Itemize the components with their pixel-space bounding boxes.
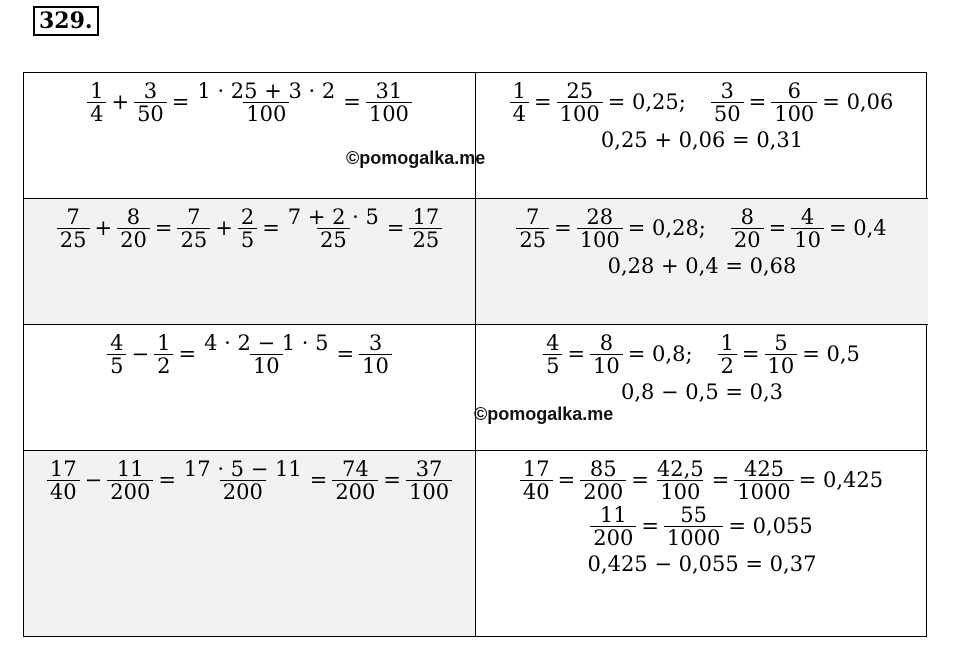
fraction (406, 458, 452, 503)
fraction (366, 80, 412, 125)
denominator: 200 (107, 480, 153, 503)
operator: = (343, 90, 361, 114)
fraction (47, 458, 80, 503)
cell-row2-right (476, 199, 928, 325)
cell-row4-right (476, 451, 928, 636)
denominator: 50 (134, 102, 167, 125)
denominator: 20 (117, 228, 150, 251)
numerator: 3 (368, 330, 383, 355)
operator: = (534, 90, 552, 114)
denominator: 100 (557, 102, 603, 125)
numerator: 4 · 2 − 1 · 5 (204, 330, 329, 355)
fraction (711, 80, 744, 125)
fraction (107, 332, 126, 377)
denominator: 25 (409, 228, 442, 251)
fraction (520, 458, 553, 503)
operator: = 0,4 (828, 216, 887, 240)
denominator: 40 (47, 480, 80, 503)
denominator: 1000 (664, 526, 723, 549)
fraction (181, 458, 305, 503)
formula-text: 0,8 − 0,5 = 0,3 (620, 380, 784, 404)
numerator: 74 (341, 456, 369, 481)
formula-text: 0,28 + 0,4 = 0,68 (607, 254, 797, 278)
fraction (177, 206, 210, 251)
fraction (718, 332, 737, 377)
fraction (580, 458, 626, 503)
numerator: 17 (412, 204, 440, 229)
operator: = (741, 342, 760, 366)
denominator: 2 (154, 354, 173, 377)
fraction (557, 80, 603, 125)
denominator: 10 (250, 354, 283, 377)
fraction (516, 206, 549, 251)
numerator: 3 (143, 78, 158, 103)
numerator: 1 (512, 78, 527, 103)
formula-line (588, 551, 817, 577)
formula-line (601, 127, 803, 153)
denominator: 10 (590, 354, 623, 377)
numerator: 1 (90, 78, 104, 103)
denominator: 100 (406, 480, 452, 503)
formula-line (45, 457, 454, 503)
fraction (107, 458, 153, 503)
numerator: 55 (680, 502, 708, 527)
operator: = 0,28; (627, 216, 706, 240)
fraction (664, 504, 723, 549)
numerator: 17 · 5 − 11 (183, 456, 302, 481)
denominator: 1000 (734, 480, 793, 503)
operator: − (84, 468, 103, 492)
operator: = (554, 216, 572, 240)
fraction (654, 458, 707, 503)
denominator: 100 (657, 480, 703, 503)
denominator: 100 (366, 102, 412, 125)
operator: + (215, 216, 233, 240)
numerator: 4 (110, 330, 124, 355)
formula-line (508, 79, 897, 125)
fraction (731, 206, 764, 251)
formula-line (85, 79, 414, 125)
operator: = (383, 468, 402, 492)
numerator: 1 (720, 330, 734, 355)
operator: = 0,25; (607, 90, 686, 114)
fraction (57, 206, 90, 251)
numerator: 8 (126, 204, 141, 229)
numerator: 11 (116, 456, 144, 481)
denominator: 100 (243, 102, 289, 125)
task-number: 329. (33, 6, 99, 36)
fraction (201, 332, 331, 377)
denominator: 100 (577, 228, 623, 251)
fraction (791, 206, 824, 251)
operator: = 0,055 (728, 514, 813, 538)
operator: + (111, 90, 130, 114)
formula-line (105, 331, 394, 377)
denominator: 25 (317, 228, 350, 251)
denominator: 4 (510, 102, 529, 125)
denominator: 5 (107, 354, 126, 377)
operator: = (631, 468, 649, 492)
fraction (194, 80, 338, 125)
denominator: 50 (711, 102, 744, 125)
denominator: 25 (516, 228, 549, 251)
operator: = (711, 468, 730, 492)
operator: = 0,06 (822, 90, 894, 114)
numerator: 4 (800, 204, 815, 229)
numerator: 85 (589, 456, 617, 481)
numerator: 11 (599, 502, 627, 527)
denominator: 5 (238, 228, 257, 251)
numerator: 425 (743, 456, 785, 481)
denominator: 10 (359, 354, 392, 377)
numerator: 4 (546, 330, 560, 355)
fraction (359, 332, 392, 377)
denominator: 200 (590, 526, 636, 549)
fraction (765, 332, 798, 377)
denominator: 100 (771, 102, 817, 125)
operator: = (557, 468, 576, 492)
numerator: 8 (740, 204, 754, 229)
cell-row3-right (476, 325, 928, 451)
denominator: 40 (520, 480, 553, 503)
denominator: 200 (580, 480, 626, 503)
numerator: 7 (526, 204, 540, 229)
operator: = (768, 216, 787, 240)
fraction (510, 80, 529, 125)
cell-row4-left (24, 451, 476, 636)
operator: = 0,5 (802, 342, 860, 366)
formula-text: 0,425 − 0,055 = 0,37 (587, 552, 817, 576)
numerator: 17 (49, 456, 77, 481)
numerator: 6 (787, 78, 801, 103)
formula-line (514, 205, 889, 251)
operator: = (154, 216, 173, 240)
denominator: 200 (220, 480, 266, 503)
fraction (87, 80, 106, 125)
operator: = (336, 342, 355, 366)
fraction (543, 332, 562, 377)
fraction (734, 458, 793, 503)
operator: − (131, 342, 150, 366)
operator: = (567, 342, 586, 366)
operator: = (262, 216, 280, 240)
operator: + (94, 216, 113, 240)
fraction (238, 206, 257, 251)
denominator: 5 (543, 354, 562, 377)
fraction (117, 206, 150, 251)
numerator: 37 (415, 456, 443, 481)
numerator: 2 (240, 204, 255, 229)
watermark: ©pomogalka.me (474, 404, 614, 424)
fraction (771, 80, 817, 125)
denominator: 10 (791, 228, 824, 251)
formula-line (55, 205, 444, 251)
cell-row2-left (24, 199, 476, 325)
cell-row3-left (24, 325, 476, 451)
denominator: 4 (87, 102, 106, 125)
denominator: 25 (57, 228, 90, 251)
numerator: 3 (720, 78, 734, 103)
formula-line (518, 457, 886, 503)
denominator: 20 (731, 228, 764, 251)
fraction (134, 80, 167, 125)
numerator: 8 (599, 330, 614, 355)
numerator: 7 (187, 204, 201, 229)
fraction (577, 206, 623, 251)
formula-line (588, 503, 816, 549)
operator: = (641, 514, 659, 538)
formula-line (541, 331, 863, 377)
formula-text: 0,25 + 0,06 = 0,31 (600, 128, 804, 152)
numerator: 5 (774, 330, 788, 355)
numerator: 17 (522, 456, 550, 481)
numerator: 1 (157, 330, 171, 355)
formula-line (621, 379, 783, 405)
cell-row1-left (24, 73, 476, 199)
denominator: 25 (177, 228, 210, 251)
operator: = (171, 90, 190, 114)
numerator: 1 · 25 + 3 · 2 (197, 78, 336, 103)
fraction (285, 206, 382, 251)
fraction (590, 332, 623, 377)
watermark: ©pomogalka.me (346, 148, 486, 168)
fraction (590, 504, 636, 549)
numerator: 28 (586, 204, 614, 229)
formula-line (608, 253, 797, 279)
denominator: 200 (332, 480, 378, 503)
denominator: 2 (718, 354, 737, 377)
operator: = (178, 342, 197, 366)
numerator: 31 (375, 78, 403, 103)
cell-row1-right (476, 73, 928, 199)
operator: = 0,8; (627, 342, 693, 366)
operator: = 0,425 (798, 468, 884, 492)
denominator: 10 (765, 354, 798, 377)
fraction (409, 206, 442, 251)
operator: = (309, 468, 328, 492)
operator: = (158, 468, 176, 492)
numerator: 7 (66, 204, 80, 229)
fraction (332, 458, 378, 503)
numerator: 42,5 (656, 456, 704, 481)
numerator: 25 (566, 78, 594, 103)
numerator: 7 + 2 · 5 (287, 204, 379, 229)
fraction (154, 332, 173, 377)
operator: = (386, 216, 405, 240)
operator: = (748, 90, 767, 114)
